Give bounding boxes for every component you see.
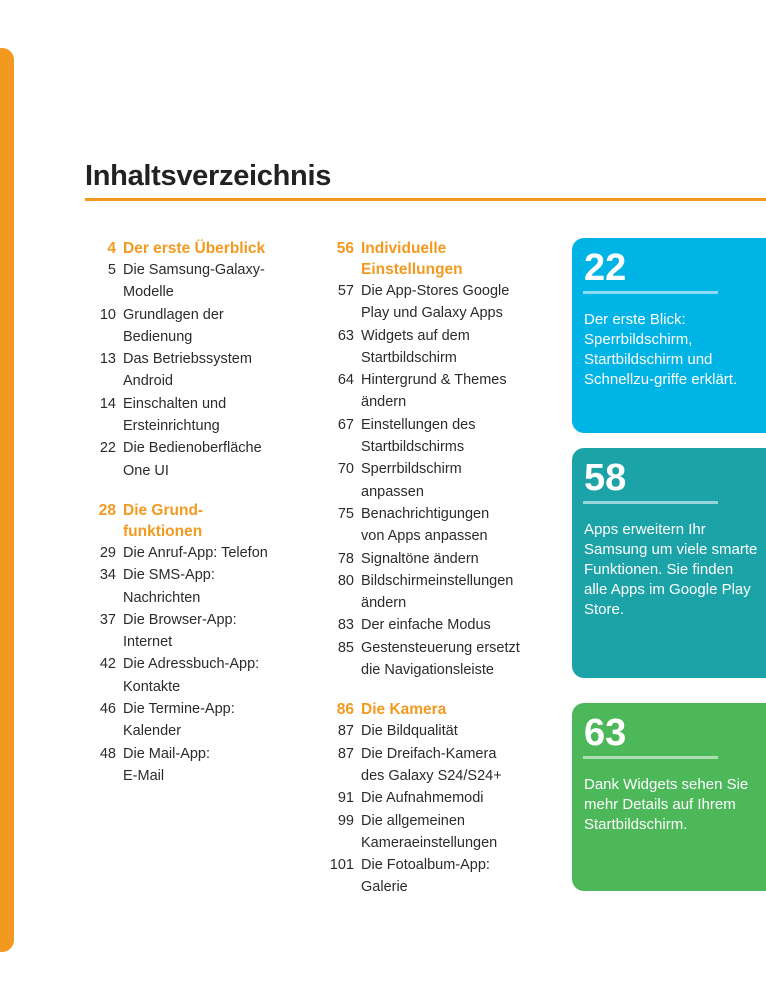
toc-section-heading xyxy=(80,500,310,521)
toc-page-number: 56 xyxy=(336,240,354,257)
toc-page-number: 91 xyxy=(337,790,354,807)
toc-entry xyxy=(318,854,566,876)
highlight-box-1 xyxy=(572,238,766,433)
toc-entry-text: Sperrbildschirm xyxy=(361,461,462,478)
toc-page-number xyxy=(318,765,361,787)
toc-entry-text: Die Grund- xyxy=(123,501,204,519)
toc-entry xyxy=(80,676,310,698)
toc-entry-text: Die SMS-App: xyxy=(123,567,215,584)
toc-entry xyxy=(318,570,566,592)
toc-entry xyxy=(318,659,566,681)
toc-entry-text: Das Betriebssystem xyxy=(123,351,252,368)
toc-entry xyxy=(318,810,566,832)
toc-entry-text: Grundlagen der xyxy=(123,306,224,323)
toc-section-heading xyxy=(80,238,310,259)
toc-page-number: 70 xyxy=(337,461,354,478)
toc-page-number xyxy=(318,659,361,681)
toc-column-1 xyxy=(80,238,310,805)
toc-section-heading xyxy=(318,259,566,280)
toc-page-number xyxy=(318,832,361,854)
toc-entry xyxy=(80,259,310,281)
toc-page-number: 64 xyxy=(337,372,354,389)
toc-section-heading xyxy=(318,238,566,259)
side-accent-bar xyxy=(0,48,14,952)
toc-entry xyxy=(80,326,310,348)
toc-entry xyxy=(318,637,566,659)
toc-page-number: 75 xyxy=(337,505,354,522)
toc-entry-text: Kontakte xyxy=(123,678,181,695)
highlight-divider xyxy=(583,501,718,504)
toc-entry xyxy=(80,304,310,326)
toc-entry-text: Die Anruf-App: Telefon xyxy=(123,544,268,561)
toc-entry-text: Bedienung xyxy=(123,328,193,345)
toc-entry-text: anpassen xyxy=(361,483,424,500)
toc-entry xyxy=(80,415,310,437)
toc-page-number: 48 xyxy=(99,745,116,762)
toc-entry xyxy=(318,481,566,503)
toc-entry xyxy=(80,698,310,720)
toc-entry-text: funktionen xyxy=(123,522,203,540)
toc-entry-text: ändern xyxy=(361,595,407,612)
toc-page-number: 101 xyxy=(329,857,354,874)
toc-page-number xyxy=(80,415,123,437)
toc-section xyxy=(80,238,310,482)
highlight-divider xyxy=(583,291,718,294)
toc-entry xyxy=(318,414,566,436)
toc-page-number xyxy=(80,370,123,392)
toc-entry xyxy=(318,391,566,413)
toc-entry-text: Die allgemeinen xyxy=(361,812,465,829)
toc-entry-text: E-Mail xyxy=(123,767,165,784)
toc-entry-text: Ersteinrichtung xyxy=(123,418,220,435)
toc-page-number xyxy=(318,481,361,503)
toc-entry xyxy=(318,525,566,547)
toc-entry xyxy=(80,743,310,765)
toc-entry xyxy=(318,436,566,458)
highlight-number: 63 xyxy=(584,712,627,754)
toc-entry-text: Signaltöne ändern xyxy=(361,550,479,567)
toc-entry-text: Die Bedienoberfläche xyxy=(123,440,262,457)
toc-entry-text: Galerie xyxy=(361,879,408,896)
toc-entry-text: Der einfache Modus xyxy=(361,617,491,634)
toc-entry-text: Die Aufnahmemodi xyxy=(361,790,484,807)
toc-page-number: 57 xyxy=(337,283,354,299)
toc-page-number: 86 xyxy=(336,701,354,719)
toc-entry xyxy=(80,653,310,675)
toc-entry-text: Kameraeinstellungen xyxy=(361,834,498,851)
toc-page-number: 29 xyxy=(99,544,116,561)
toc-entry-text: Einstellungen xyxy=(361,261,463,278)
toc-page-number xyxy=(318,525,361,547)
toc-entry-text: Die Mail-App: xyxy=(123,745,211,762)
toc-entry xyxy=(80,631,310,653)
toc-entry-text: ändern xyxy=(361,394,407,411)
toc-entry-text: Die Samsung-Galaxy- xyxy=(123,262,265,278)
toc-section-heading xyxy=(80,521,310,542)
toc-section xyxy=(80,500,310,787)
toc-page-number xyxy=(80,281,123,303)
highlight-box-3 xyxy=(572,703,766,891)
toc-entry-text: die Navigationsleiste xyxy=(361,662,494,679)
toc-entry xyxy=(318,787,566,809)
highlight-number: 22 xyxy=(584,247,627,289)
toc-page-number: 99 xyxy=(337,812,354,829)
toc-entry-text: des Galaxy S24/S24+ xyxy=(361,767,502,784)
toc-section xyxy=(318,699,566,898)
toc-entry xyxy=(318,592,566,614)
toc-entry xyxy=(80,393,310,415)
toc-entry-text: Play und Galaxy Apps xyxy=(361,305,503,322)
toc-page-number: 37 xyxy=(99,611,116,628)
toc-entry xyxy=(80,437,310,459)
toc-page-number: 10 xyxy=(99,306,116,323)
toc-entry xyxy=(80,281,310,303)
toc-page-number: 5 xyxy=(107,262,116,278)
toc-entry-text: Die Termine-App: xyxy=(123,701,235,718)
highlight-text: Apps erweitern Ihr Samsung um viele smarte Funktionen. Sie finden alle Apps im Google Play Store. xyxy=(584,521,758,618)
toc-page-number xyxy=(318,259,361,280)
toc-page-number: 83 xyxy=(337,617,354,634)
highlight-text: Der erste Blick: Sperrbildschirm, Startbildschirm und Schnellzu-griffe erklärt. xyxy=(584,311,738,388)
toc-entry xyxy=(80,370,310,392)
toc-entry-text: Nachrichten xyxy=(123,589,201,606)
toc-page-number xyxy=(318,876,361,898)
toc-entry xyxy=(80,720,310,742)
toc-entry xyxy=(80,460,310,482)
toc-page-number xyxy=(80,460,123,482)
toc-entry-text: Die Adressbuch-App: xyxy=(123,656,260,673)
toc-page-number: 67 xyxy=(337,416,354,433)
toc-page-number xyxy=(80,765,123,787)
toc-entry xyxy=(318,302,566,324)
toc-entry xyxy=(80,564,310,586)
toc-entry xyxy=(318,369,566,391)
toc-page-number: 13 xyxy=(99,351,116,368)
toc-entry xyxy=(318,876,566,898)
toc-page-number xyxy=(318,436,361,458)
highlight-text: Dank Widgets sehen Sie mehr Details auf Ihrem Startbildschirm. xyxy=(584,776,749,833)
toc-entry-text: Hintergrund & Themes xyxy=(361,372,507,389)
toc-section-heading xyxy=(318,699,566,720)
toc-entry-text: von Apps anpassen xyxy=(361,528,488,545)
toc-entry xyxy=(318,720,566,742)
toc-page-number: 87 xyxy=(337,745,354,762)
toc-entry xyxy=(80,765,310,787)
toc-section xyxy=(318,238,566,681)
toc-entry-text: Die Fotoalbum-App: xyxy=(361,857,490,874)
highlight-number: 58 xyxy=(584,457,627,499)
toc-page-number xyxy=(80,326,123,348)
toc-page-number xyxy=(80,676,123,698)
toc-entry xyxy=(318,614,566,636)
toc-entry-text: Internet xyxy=(123,634,173,651)
toc-page-number xyxy=(80,587,123,609)
toc-entry-text: Einschalten und xyxy=(123,395,227,412)
toc-page-number: 63 xyxy=(337,327,354,344)
toc-entry-text: Gestensteuerung ersetzt xyxy=(361,639,520,656)
toc-entry xyxy=(318,832,566,854)
highlight-divider xyxy=(583,756,718,759)
toc-entry-text: Individuelle xyxy=(361,240,447,257)
toc-page-number: 4 xyxy=(107,240,116,257)
toc-page-number: 46 xyxy=(99,701,116,718)
toc-entry xyxy=(318,503,566,525)
toc-column-2 xyxy=(318,238,566,917)
toc-page-number: 87 xyxy=(337,723,354,740)
toc-page-number: 85 xyxy=(337,639,354,656)
page-title: Inhaltsverzeichnis xyxy=(85,160,332,192)
toc-entry xyxy=(80,542,310,564)
toc-page-number: 14 xyxy=(99,395,116,412)
toc-page-number xyxy=(318,347,361,369)
toc-entry-text: Einstellungen des xyxy=(361,416,476,433)
toc-entry-text: Widgets auf dem xyxy=(361,327,470,344)
toc-entry-text: Die Browser-App: xyxy=(123,611,237,628)
toc-entry-text: Android xyxy=(123,373,173,390)
toc-entry xyxy=(318,548,566,570)
toc-entry xyxy=(318,280,566,302)
highlight-box-2 xyxy=(572,448,766,678)
toc-page-number: 42 xyxy=(99,656,116,673)
toc-entry-text: Benachrichtigungen xyxy=(361,505,490,522)
toc-entry-text: Kalender xyxy=(123,723,182,740)
toc-page-number: 22 xyxy=(99,440,116,457)
toc-page-number: 78 xyxy=(337,550,354,567)
toc-entry xyxy=(80,609,310,631)
toc-entry xyxy=(318,325,566,347)
toc-entry-text: Startbildschirm xyxy=(361,349,457,366)
toc-entry-text: Die App-Stores Google xyxy=(361,283,510,299)
toc-entry xyxy=(318,743,566,765)
toc-page-number: 80 xyxy=(337,572,354,589)
toc-entry xyxy=(80,587,310,609)
toc-entry-text: Modelle xyxy=(123,284,174,301)
toc-page-number: 34 xyxy=(99,567,116,584)
toc-entry xyxy=(80,348,310,370)
toc-page-number xyxy=(80,720,123,742)
title-underline xyxy=(85,198,766,201)
toc-entry-text: One UI xyxy=(123,462,169,479)
toc-page-number xyxy=(80,631,123,653)
toc-entry-text: Die Kamera xyxy=(361,701,447,719)
toc-page-number xyxy=(318,302,361,324)
toc-entry xyxy=(318,347,566,369)
toc-page-number xyxy=(318,592,361,614)
toc-page-number xyxy=(80,521,123,542)
toc-entry-text: Der erste Überblick xyxy=(123,240,266,257)
toc-page-number xyxy=(318,391,361,413)
toc-entry xyxy=(318,765,566,787)
toc-entry-text: Die Dreifach-Kamera xyxy=(361,745,497,762)
toc-entry-text: Startbildschirms xyxy=(361,439,465,456)
toc-entry-text: Bildschirmeinstellungen xyxy=(361,572,514,589)
toc-entry xyxy=(318,458,566,480)
toc-entry-text: Die Bildqualität xyxy=(361,723,458,740)
toc-page-number: 28 xyxy=(98,501,116,519)
